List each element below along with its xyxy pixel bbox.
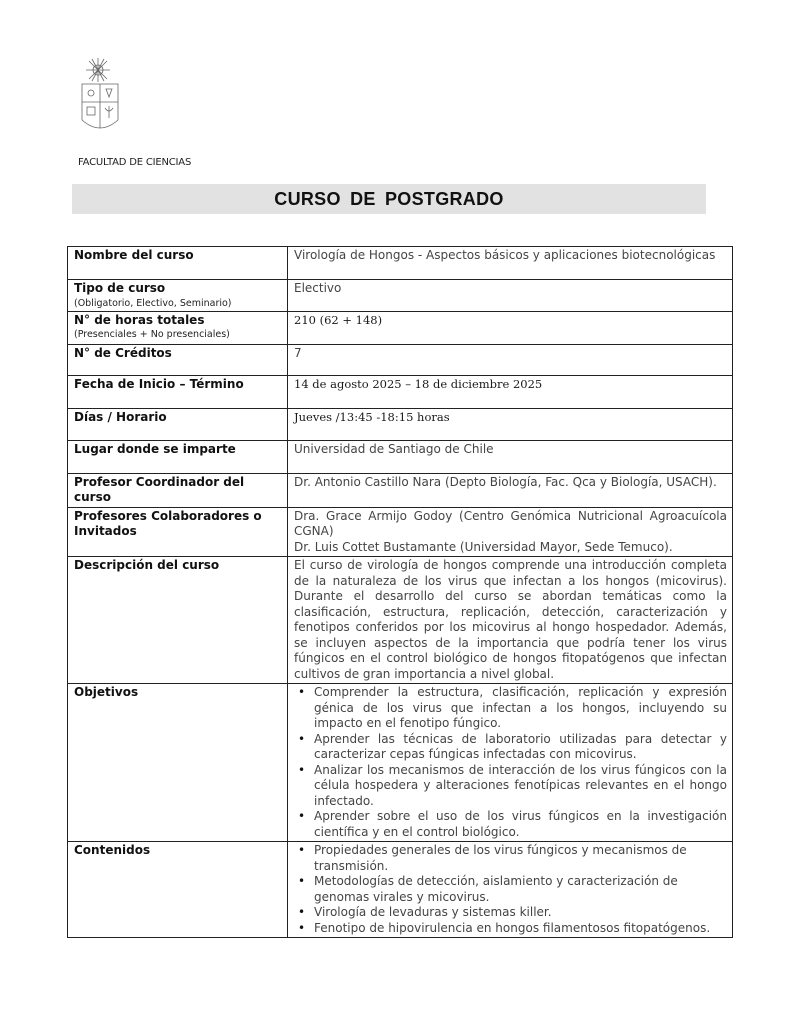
row-descripcion: [68, 557, 733, 684]
value-objetivos: [288, 684, 733, 842]
objetivos-list: [294, 685, 727, 840]
value-horas: 210 (62 + 148): [288, 311, 733, 344]
course-info-table: [67, 246, 733, 938]
label-colaboradores: Profesores Colaboradores o Invitados: [68, 507, 288, 557]
label-nombre: Nombre del curso: [68, 247, 288, 280]
label-horario: Días / Horario: [68, 408, 288, 440]
list-item: • Virología de levaduras y sistemas killer.: [314, 905, 727, 921]
label-fechas: Fecha de Inicio – Término: [68, 375, 288, 408]
colaborador-2: Dr. Luis Cottet Bustamante (Universidad Mayor, Sede Temuco).: [294, 539, 673, 554]
list-item: • Aprender las técnicas de laboratorio utilizadas para detectar y caracterizar cepas fúngicas infectadas con micovirus.: [314, 732, 727, 763]
list-item: • Fenotipo de hipovirulencia en hongos filamentosos fitopatógenos.: [314, 921, 727, 937]
label-horas-text: N° de horas totales: [74, 312, 205, 327]
title-banner: [72, 184, 706, 214]
row-creditos: [68, 344, 733, 375]
value-creditos: 7: [288, 344, 733, 375]
label-horas-sub: (Presenciales + No presenciales): [74, 329, 230, 340]
row-lugar: [68, 440, 733, 473]
label-tipo: [68, 280, 288, 312]
row-nombre: [68, 247, 733, 280]
value-nombre: Virología de Hongos - Aspectos básicos y aplicaciones biotecnológicas: [288, 247, 733, 280]
row-coordinador: [68, 473, 733, 507]
label-descripcion: Descripción del curso: [68, 557, 288, 684]
faculty-name: FACULTAD DE CIENCIAS: [78, 157, 192, 168]
label-tipo-sub: (Obligatorio, Electivo, Seminario): [74, 297, 232, 309]
list-item: • Comprender la estructura, clasificación, replicación y expresión génica de los virus que infectan a los hongos, incluyendo su impacto en el fenotipo fúngico.: [314, 685, 727, 732]
label-objetivos: Objetivos: [68, 684, 288, 842]
value-tipo: Electivo: [288, 280, 733, 312]
label-coordinador: Profesor Coordinador del curso: [68, 473, 288, 507]
label-horas: [68, 311, 288, 344]
value-descripcion: El curso de virología de hongos comprende una introducción completa de la naturaleza de los virus que infectan a los hongos (micovirus). Durante el desarrollo del curso se abordan temáticas como la clasificación, estructura, replicación, detección, caracterización y fenotipos conferidos por los micovirus al hongo hospedador. Además, se incluyen aspectos de la importancia que podría tener los virus fúngicos en el control biológico de hongos fitopatógenos que infectan cultivos de gran importancia a nivel global.: [288, 557, 733, 684]
label-lugar: Lugar donde se imparte: [68, 440, 288, 473]
label-tipo-text: Tipo de curso: [74, 281, 166, 295]
value-contenidos: [288, 842, 733, 938]
value-fechas: 14 de agosto 2025 – 18 de diciembre 2025: [288, 375, 733, 408]
value-lugar: Universidad de Santiago de Chile: [288, 440, 733, 473]
list-item: • Aprender sobre el uso de los virus fúngicos en la investigación científica y en el control biológico.: [314, 809, 727, 840]
value-colaboradores: [288, 507, 733, 557]
list-item: • Metodologías de detección, aislamiento y caracterización de genomas virales y micovirus.: [314, 874, 727, 905]
row-contenidos: [68, 842, 733, 938]
row-colaboradores: [68, 507, 733, 557]
list-item: • Analizar los mecanismos de interacción de los virus fúngicos con la célula hospedera y alteraciones fenotípicas relevantes en el hongo infectado.: [314, 763, 727, 810]
university-seal-logo: [78, 56, 124, 136]
row-fechas: [68, 375, 733, 408]
row-objetivos: [68, 684, 733, 842]
row-horas: [68, 311, 733, 344]
value-coordinador: Dr. Antonio Castillo Nara (Depto Biología, Fac. Qca y Biología, USACH).: [288, 473, 733, 507]
list-item: • Propiedades generales de los virus fúngicos y mecanismos de transmisión.: [314, 843, 727, 874]
document-title: CURSO DE POSTGRADO: [274, 188, 504, 209]
label-creditos: N° de Créditos: [68, 344, 288, 375]
value-horario: Jueves /13:45 -18:15 horas: [288, 408, 733, 440]
colaborador-1: Dra. Grace Armijo Godoy (Centro Genómica Nutricional Agroacuícola CGNA): [294, 508, 727, 538]
row-tipo: [68, 280, 733, 312]
row-horario: [68, 408, 733, 440]
label-contenidos: Contenidos: [68, 842, 288, 938]
contenidos-list: [294, 843, 727, 936]
